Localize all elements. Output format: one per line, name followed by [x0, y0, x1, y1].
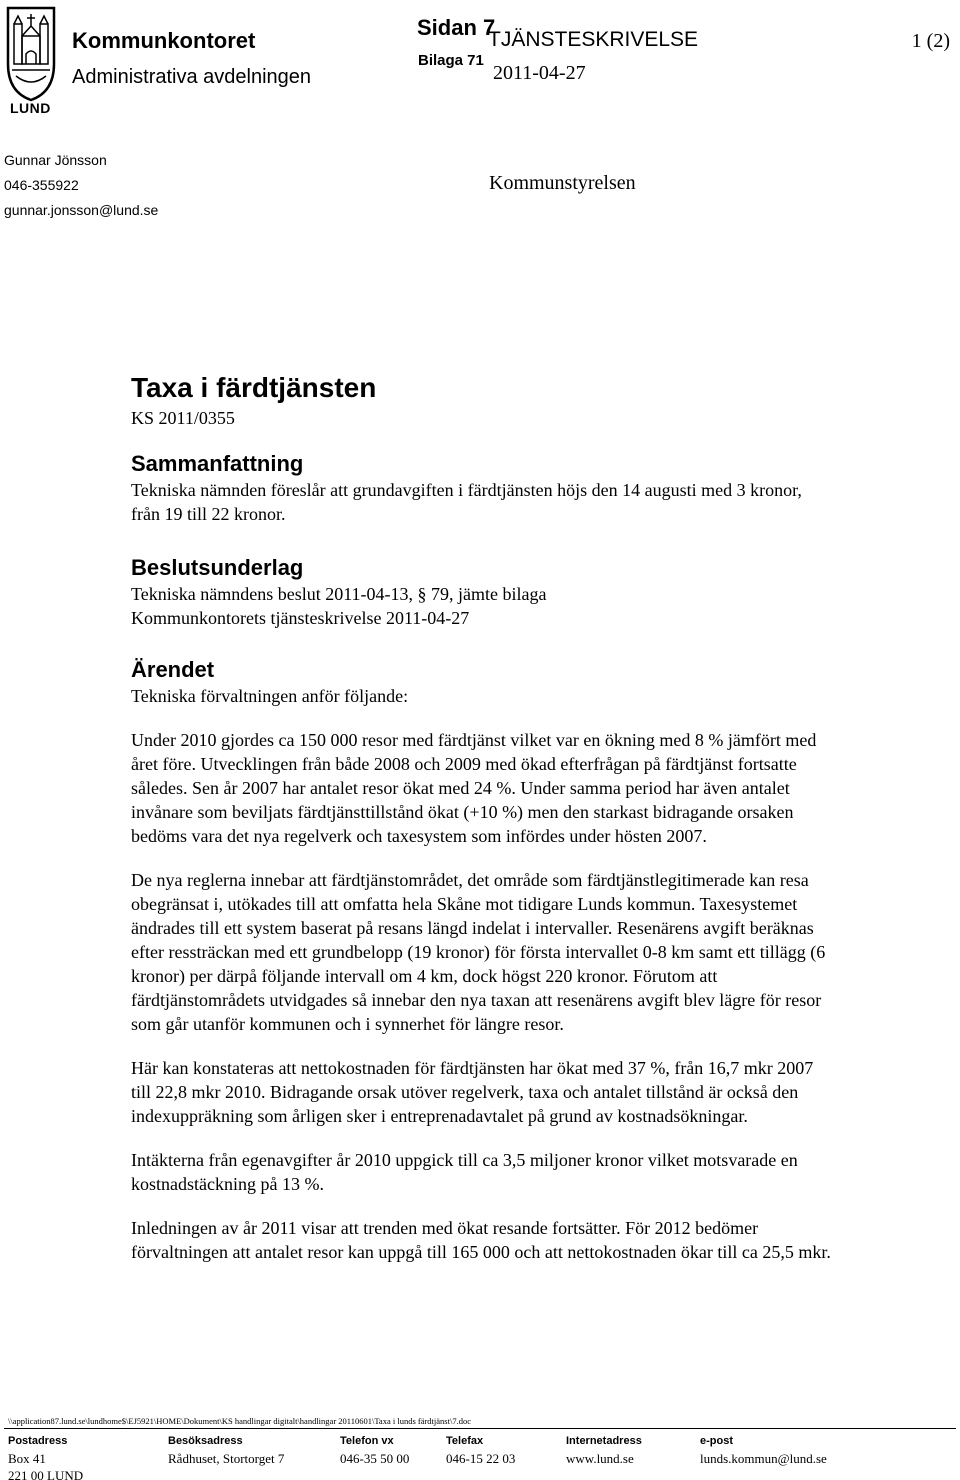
paragraph-4: Intäkterna från egenavgifter år 2010 uppgick till ca 3,5 miljoner kronor vilket motsvarade en kostnadstäckning på 13 %. [131, 1150, 798, 1194]
footer-web-link[interactable]: www.lund.se [566, 1451, 634, 1466]
contact-block [4, 148, 158, 223]
paragraph-3: Här kan konstateras att nettokostnaden för färdtjänsten har ökat med 37 %, från 16,7 mkr 2007 till 22,8 mkr 2010. Bidragande orsak utöver regelverk, taxa och antalet tillstånd är också den indexuppräkning som årligen sker i entreprenadavtalet på grund av kostnadsökningar. [131, 1058, 814, 1126]
footer-fax-label: Telefax [446, 1435, 484, 1447]
lund-coat-of-arms-logo [4, 4, 58, 116]
contact-name: Gunnar Jönsson [4, 152, 107, 168]
summary-text: Tekniska nämnden föreslår att grundavgiften i färdtjänsten höjs den 14 augusti med 3 kronor, från 19 till 22 kronor. [131, 480, 802, 524]
footer-email [700, 1433, 827, 1467]
footer-phone-label: Telefon vx [340, 1435, 394, 1447]
document-title: Taxa i färdtjänsten [131, 372, 377, 403]
footer-postal-line-2: 221 00 LUND [8, 1468, 84, 1480]
matter-intro: Tekniska förvaltningen anför följande: [131, 686, 409, 706]
basis-line-1: Tekniska nämndens beslut 2011-04-13, § 79, jämte bilaga [131, 584, 547, 604]
footer-web [566, 1433, 642, 1467]
footer-web-label: Internetadress [566, 1435, 642, 1447]
paragraph-5: Inledningen av år 2011 visar att trenden med ökat resande fortsätter. För 2012 bedömer förvaltningen att antalet resor kan uppgå till 165 000 och att nettokostnaden ökar till ca 25,5 mkr. [131, 1218, 831, 1262]
footer-divider [4, 1428, 956, 1429]
contact-email: gunnar.jonsson@lund.se [4, 202, 159, 218]
case-number: KS 2011/0355 [131, 408, 235, 428]
paragraph-2: De nya reglerna innebar att färdtjänstområdet, det område som färdtjänstlegitimerade kan resa obegränsat i, utökades till att omfatta hela Skåne mot tidigare Lunds kommun. Taxesystemet ändrades till ett system baserat på resans längd indelat i intervaller. Resenärens avgift beräknas efter ressträckan med ett grundbelopp (19 kronor) för första intervallet 0-8 km samt ett tillägg (6 kronor) per därpå följande intervall om 4 km, dock högst 220 kronor. Förutom att färdtjänstområdets utvidgades så innebar den nya taxan att resenärens avgift blev lägre för resor som går utanför kommunen och i synnerhet för längre resor. [131, 870, 826, 1034]
paragraph-1: Under 2010 gjordes ca 150 000 resor med färdtjänst vilket var en ökning med 8 % jämfört med året före. Utvecklingen från både 2008 och 2009 med ökad efterfrågan på färdtjänst fortsatte således. Sen år 2007 har antalet resor ökat med 24 %. Under samma period har även antalet invånare som beviljats färdtjänsttillstånd ökat (+10 %) men den starkast bidragande orsaken bedöms vara det nya regelverk och taxesystem som infördes under hösten 2007. [131, 730, 817, 846]
footer-phone-value: 046-35 50 00 [340, 1451, 410, 1466]
footer-postal-label: Postadress [8, 1435, 68, 1447]
matter-heading: Ärendet [131, 657, 215, 682]
page-number: 1 (2) [911, 30, 950, 52]
org-name: Kommunkontoret [72, 28, 256, 53]
file-path: \\application87.lund.se\lundhome$\EJ5921\HOME\Dokument\KS handlingar digitalt\handlingar 20110601\Taxa i lunds färdtjänst\7.doc [8, 1416, 471, 1426]
logo-text: LUND [10, 100, 51, 116]
footer-fax-value: 046-15 22 03 [446, 1451, 516, 1466]
organization-block [72, 28, 311, 90]
basis-line-2: Kommunkontorets tjänsteskrivelse 2011-04-27 [131, 608, 470, 628]
footer-visit [168, 1433, 284, 1467]
summary-heading: Sammanfattning [131, 451, 304, 476]
footer-postal-line-1: Box 41 [8, 1451, 46, 1466]
footer-postal [8, 1433, 83, 1480]
page-stamp: Sidan 7 [417, 15, 496, 40]
footer-visit-label: Besöksadress [168, 1435, 243, 1447]
document-type: TJÄNSTESKRIVELSE [488, 28, 699, 51]
footer-email-link[interactable]: lunds.kommun@lund.se [700, 1451, 827, 1466]
basis-heading: Beslutsunderlag [131, 555, 304, 580]
document-body [131, 370, 831, 1264]
footer-fax [446, 1433, 515, 1467]
document-date: 2011-04-27 [493, 62, 586, 84]
contact-phone: 046-355922 [4, 177, 79, 193]
footer-phone [340, 1433, 409, 1467]
footer-email-label: e-post [700, 1435, 733, 1447]
footer-visit-value: Rådhuset, Stortorget 7 [168, 1451, 285, 1466]
recipient: Kommunstyrelsen [489, 172, 636, 194]
attachment-stamp: Bilaga 71 [418, 52, 484, 69]
department-name: Administrativa avdelningen [72, 66, 312, 88]
